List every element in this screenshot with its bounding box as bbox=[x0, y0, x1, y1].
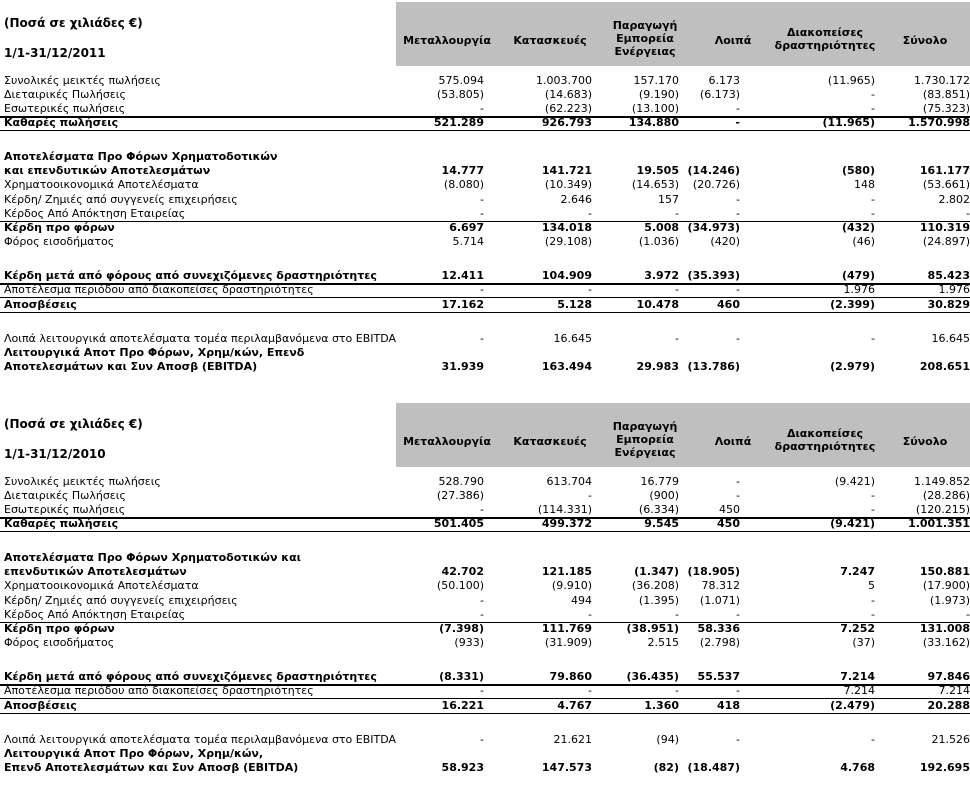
row-divider bbox=[0, 283, 970, 285]
table-row bbox=[0, 733, 970, 747]
value-metallurgy: - bbox=[480, 102, 484, 115]
value-construction: (31.909) bbox=[544, 636, 592, 649]
table-header bbox=[0, 403, 970, 467]
value-discontinued: (37) bbox=[852, 636, 875, 649]
value-total: 1.570.998 bbox=[908, 116, 970, 129]
value-metallurgy: (27.386) bbox=[436, 489, 484, 502]
row-label: Χρηματοοικονομικά Αποτελέσματα bbox=[4, 178, 199, 191]
col-header-discontinued-line2: δραστηριότητες bbox=[774, 440, 876, 453]
row-label: Καθαρές πωλήσεις bbox=[4, 116, 119, 129]
value-discontinued: (9.421) bbox=[834, 475, 875, 488]
value-construction: - bbox=[588, 489, 592, 502]
value-construction: (29.108) bbox=[544, 235, 592, 248]
table-row bbox=[0, 636, 970, 650]
value-discontinued: (580) bbox=[841, 164, 875, 177]
value-total: (24.897) bbox=[922, 235, 970, 248]
period-label: 1/1-31/12/2010 bbox=[4, 447, 106, 461]
row-divider bbox=[0, 684, 970, 686]
row-label: Επενδ Αποτελεσμάτων και Συν Αποσβ (EBITDA) bbox=[4, 761, 299, 774]
col-header-total: Σύνολο bbox=[902, 435, 948, 448]
table-row bbox=[0, 74, 970, 88]
value-construction: 21.621 bbox=[553, 733, 592, 746]
value-metallurgy: 575.094 bbox=[438, 74, 484, 87]
value-other: (2.798) bbox=[699, 636, 740, 649]
col-header-energy bbox=[600, 420, 690, 459]
value-total: (17.900) bbox=[922, 579, 970, 592]
row-label: Λοιπά λειτουργικά αποτελέσματα τομέα περιλαμβανόμενα στο EBITDA bbox=[4, 332, 397, 345]
value-other: - bbox=[736, 332, 740, 345]
value-other: (420) bbox=[710, 235, 740, 248]
value-discontinued: - bbox=[871, 88, 875, 101]
value-energy: - bbox=[675, 332, 679, 345]
value-total: (83.851) bbox=[922, 88, 970, 101]
value-metallurgy: (8.331) bbox=[439, 670, 484, 683]
value-energy: 19.505 bbox=[636, 164, 679, 177]
table-row bbox=[0, 164, 970, 178]
row-divider bbox=[0, 312, 970, 313]
value-energy: (9.190) bbox=[638, 88, 679, 101]
value-other: - bbox=[736, 489, 740, 502]
value-metallurgy: 5.714 bbox=[452, 235, 484, 248]
value-discontinued: (11.965) bbox=[827, 74, 875, 87]
value-total: 1.976 bbox=[938, 283, 970, 296]
row-divider bbox=[0, 531, 970, 532]
col-header-discontinued-line1: Διακοπείσες bbox=[786, 427, 864, 440]
value-construction: 4.767 bbox=[557, 699, 592, 712]
value-energy: 10.478 bbox=[636, 298, 679, 311]
value-discontinued: - bbox=[871, 594, 875, 607]
table-row bbox=[0, 608, 970, 622]
value-total: 192.695 bbox=[919, 761, 970, 774]
table-row bbox=[0, 684, 970, 698]
value-construction: 147.573 bbox=[541, 761, 592, 774]
value-discontinued: (9.421) bbox=[830, 517, 875, 530]
value-discontinued: 148 bbox=[854, 178, 875, 191]
table-row bbox=[0, 116, 970, 130]
value-discontinued: (11.965) bbox=[822, 116, 875, 129]
col-header-discontinued bbox=[770, 427, 880, 453]
col-header-other: Λοιπά bbox=[714, 34, 752, 47]
table-row bbox=[0, 747, 970, 761]
value-other: (18.487) bbox=[687, 761, 740, 774]
row-label: Αποτελέσματα Προ Φόρων Χρηματοδοτικών bbox=[4, 150, 278, 163]
value-energy: (38.951) bbox=[626, 622, 679, 635]
row-label: Κέρδος Από Απόκτηση Εταιρείας bbox=[4, 207, 186, 220]
value-construction: - bbox=[588, 684, 592, 697]
value-metallurgy: - bbox=[480, 283, 484, 296]
value-total: 1.730.172 bbox=[914, 74, 970, 87]
col-header-discontinued-line2: δραστηριότητες bbox=[774, 39, 876, 52]
row-label: Φόρος εισοδήματος bbox=[4, 636, 115, 649]
value-metallurgy: 528.790 bbox=[438, 475, 484, 488]
value-metallurgy: 501.405 bbox=[433, 517, 484, 530]
value-total: - bbox=[966, 608, 970, 621]
table-row bbox=[0, 360, 970, 374]
value-discontinued: (46) bbox=[852, 235, 875, 248]
value-construction: (114.331) bbox=[537, 503, 592, 516]
value-metallurgy: 31.939 bbox=[441, 360, 484, 373]
value-construction: 121.185 bbox=[541, 565, 592, 578]
value-other: 78.312 bbox=[701, 579, 740, 592]
row-label: Κέρδος Από Απόκτηση Εταιρείας bbox=[4, 608, 186, 621]
value-total: 1.001.351 bbox=[908, 517, 970, 530]
value-energy: - bbox=[675, 684, 679, 697]
value-construction: 1.003.700 bbox=[536, 74, 592, 87]
value-total: 30.829 bbox=[927, 298, 970, 311]
row-label: Αποτέλεσμα περιόδου από διακοπείσες δραστηριότητες bbox=[4, 684, 314, 697]
value-construction: - bbox=[588, 608, 592, 621]
value-other: - bbox=[736, 475, 740, 488]
value-total: 85.423 bbox=[927, 269, 970, 282]
value-energy: 157 bbox=[658, 193, 679, 206]
row-label: Καθαρές πωλήσεις bbox=[4, 517, 119, 530]
col-header-energy-line3: Ενέργειας bbox=[614, 45, 676, 58]
value-other: (13.786) bbox=[687, 360, 740, 373]
value-construction: 613.704 bbox=[546, 475, 592, 488]
value-construction: 79.860 bbox=[549, 670, 592, 683]
row-label: Λειτουργικά Αποτ Προ Φόρων, Χρημ/κών, Επενδ bbox=[4, 346, 305, 359]
value-energy: (14.653) bbox=[631, 178, 679, 191]
row-divider bbox=[0, 130, 970, 131]
value-construction: 5.128 bbox=[557, 298, 592, 311]
col-header-construction: Κατασκευές bbox=[513, 34, 587, 47]
value-total: 208.651 bbox=[919, 360, 970, 373]
value-discontinued: (479) bbox=[841, 269, 875, 282]
value-total: (33.162) bbox=[922, 636, 970, 649]
table-row bbox=[0, 298, 970, 312]
value-discontinued: - bbox=[871, 608, 875, 621]
value-metallurgy: - bbox=[480, 733, 484, 746]
table-row bbox=[0, 88, 970, 102]
unit-label: (Ποσά σε χιλιάδες €) bbox=[4, 16, 143, 30]
value-energy: 16.779 bbox=[640, 475, 679, 488]
value-energy: (36.435) bbox=[626, 670, 679, 683]
value-other: - bbox=[736, 207, 740, 220]
value-discontinued: - bbox=[871, 332, 875, 345]
value-metallurgy: - bbox=[480, 594, 484, 607]
value-other: - bbox=[736, 733, 740, 746]
col-header-metallurgy: Μεταλλουργία bbox=[403, 34, 491, 47]
value-construction: 163.494 bbox=[541, 360, 592, 373]
value-energy: (94) bbox=[656, 733, 679, 746]
value-metallurgy: - bbox=[480, 503, 484, 516]
value-metallurgy: - bbox=[480, 332, 484, 345]
value-discontinued: 7.214 bbox=[843, 684, 875, 697]
value-metallurgy: 58.923 bbox=[441, 761, 484, 774]
value-total: (120.215) bbox=[915, 503, 970, 516]
value-discontinued: (432) bbox=[841, 221, 875, 234]
value-other: (34.973) bbox=[687, 221, 740, 234]
value-energy: - bbox=[675, 283, 679, 296]
value-construction: 104.909 bbox=[541, 269, 592, 282]
row-label: Κέρδη/ Ζημιές από συγγενείς επιχειρήσεις bbox=[4, 594, 238, 607]
value-total: 97.846 bbox=[927, 670, 970, 683]
value-total: (75.323) bbox=[922, 102, 970, 115]
table-row bbox=[0, 178, 970, 192]
value-discontinued: (2.479) bbox=[830, 699, 875, 712]
value-construction: (14.683) bbox=[544, 88, 592, 101]
row-label: Αποτέλεσμα περιόδου από διακοπείσες δραστηριότητες bbox=[4, 283, 314, 296]
table-row bbox=[0, 699, 970, 713]
row-label: Συνολικές μεικτές πωλήσεις bbox=[4, 475, 161, 488]
value-construction: 2.646 bbox=[560, 193, 592, 206]
period-label: 1/1-31/12/2011 bbox=[4, 46, 106, 60]
unit-label: (Ποσά σε χιλιάδες €) bbox=[4, 417, 143, 431]
value-metallurgy: (53.805) bbox=[436, 88, 484, 101]
value-discontinued: 7.247 bbox=[840, 565, 875, 578]
row-divider bbox=[0, 297, 970, 298]
col-header-energy bbox=[600, 19, 690, 58]
row-divider bbox=[0, 713, 970, 714]
col-header-energy-line2: Εμπορεία bbox=[616, 433, 674, 446]
value-energy: (36.208) bbox=[631, 579, 679, 592]
row-label: Κέρδη/ Ζημιές από συγγενείς επιχειρήσεις bbox=[4, 193, 238, 206]
value-other: 418 bbox=[717, 699, 740, 712]
value-other: - bbox=[736, 193, 740, 206]
value-other: (35.393) bbox=[687, 269, 740, 282]
value-total: 110.319 bbox=[919, 221, 970, 234]
value-discontinued: - bbox=[871, 193, 875, 206]
col-header-metallurgy: Μεταλλουργία bbox=[403, 435, 491, 448]
value-energy: 3.972 bbox=[644, 269, 679, 282]
value-construction: 494 bbox=[571, 594, 592, 607]
row-label: Αποτελέσματα Προ Φόρων Χρηματοδοτικών και bbox=[4, 551, 301, 564]
value-metallurgy: 14.777 bbox=[441, 164, 484, 177]
table-row bbox=[0, 503, 970, 517]
value-energy: 29.983 bbox=[636, 360, 679, 373]
table-row bbox=[0, 150, 970, 164]
table-row bbox=[0, 551, 970, 565]
value-discontinued: 1.976 bbox=[843, 283, 875, 296]
value-discontinued: 7.214 bbox=[840, 670, 875, 683]
value-other: 55.537 bbox=[697, 670, 740, 683]
table-row bbox=[0, 102, 970, 116]
row-divider bbox=[0, 517, 970, 519]
table-row bbox=[0, 761, 970, 775]
value-construction: 141.721 bbox=[541, 164, 592, 177]
value-construction: 16.645 bbox=[553, 332, 592, 345]
value-construction: (9.910) bbox=[551, 579, 592, 592]
value-construction: - bbox=[588, 207, 592, 220]
value-energy: 134.880 bbox=[628, 116, 679, 129]
value-total: (1.973) bbox=[929, 594, 970, 607]
value-metallurgy: (933) bbox=[454, 636, 484, 649]
value-metallurgy: 521.289 bbox=[433, 116, 484, 129]
table-row bbox=[0, 565, 970, 579]
value-total: (53.661) bbox=[922, 178, 970, 191]
value-metallurgy: (8.080) bbox=[443, 178, 484, 191]
value-energy: (900) bbox=[649, 489, 679, 502]
value-discontinued: 4.768 bbox=[840, 761, 875, 774]
col-header-discontinued bbox=[770, 26, 880, 52]
value-metallurgy: (7.398) bbox=[439, 622, 484, 635]
table-row bbox=[0, 517, 970, 531]
col-header-energy-line1: Παραγωγή bbox=[612, 19, 678, 32]
value-metallurgy: - bbox=[480, 608, 484, 621]
col-header-energy-line1: Παραγωγή bbox=[612, 420, 678, 433]
value-metallurgy: 12.411 bbox=[441, 269, 484, 282]
value-energy: - bbox=[675, 207, 679, 220]
table-row bbox=[0, 221, 970, 235]
value-other: 450 bbox=[719, 503, 740, 516]
value-total: 150.881 bbox=[919, 565, 970, 578]
row-label: Εσωτερικές πωλήσεις bbox=[4, 102, 126, 115]
row-divider bbox=[0, 622, 970, 623]
table-row bbox=[0, 207, 970, 221]
value-metallurgy: (50.100) bbox=[436, 579, 484, 592]
value-discontinued: - bbox=[871, 102, 875, 115]
value-other: 58.336 bbox=[697, 622, 740, 635]
value-energy: 1.360 bbox=[644, 699, 679, 712]
row-label: Χρηματοοικονομικά Αποτελέσματα bbox=[4, 579, 199, 592]
value-construction: (10.349) bbox=[544, 178, 592, 191]
value-other: - bbox=[736, 102, 740, 115]
table-row bbox=[0, 332, 970, 346]
value-total: - bbox=[966, 207, 970, 220]
table-row bbox=[0, 346, 970, 360]
value-discontinued: (2.399) bbox=[830, 298, 875, 311]
value-energy: 157.170 bbox=[633, 74, 679, 87]
value-total: 131.008 bbox=[919, 622, 970, 635]
row-label: επενδυτικών Αποτελεσμάτων bbox=[4, 565, 187, 578]
row-label: Διεταιρικές Πωλήσεις bbox=[4, 489, 126, 502]
value-metallurgy: 42.702 bbox=[441, 565, 484, 578]
value-discontinued: - bbox=[871, 503, 875, 516]
value-energy: (1.347) bbox=[634, 565, 679, 578]
value-discontinued: (2.979) bbox=[830, 360, 875, 373]
value-other: 460 bbox=[717, 298, 740, 311]
row-label: Διεταιρικές Πωλήσεις bbox=[4, 88, 126, 101]
value-other: (1.071) bbox=[699, 594, 740, 607]
value-total: 161.177 bbox=[919, 164, 970, 177]
value-total: (28.286) bbox=[922, 489, 970, 502]
row-divider bbox=[0, 221, 970, 222]
table-row bbox=[0, 670, 970, 684]
value-construction: 111.769 bbox=[541, 622, 592, 635]
row-label: Εσωτερικές πωλήσεις bbox=[4, 503, 126, 516]
row-label: και επενδυτικών Αποτελεσμάτων bbox=[4, 164, 211, 177]
value-construction: 134.018 bbox=[541, 221, 592, 234]
value-discontinued: 5 bbox=[868, 579, 875, 592]
value-energy: (6.334) bbox=[638, 503, 679, 516]
col-header-energy-line2: Εμπορεία bbox=[616, 32, 674, 45]
table-row bbox=[0, 594, 970, 608]
col-header-other: Λοιπά bbox=[714, 435, 752, 448]
value-total: 1.149.852 bbox=[914, 475, 970, 488]
value-energy: (1.036) bbox=[638, 235, 679, 248]
value-construction: - bbox=[588, 283, 592, 296]
value-metallurgy: - bbox=[480, 193, 484, 206]
value-construction: 926.793 bbox=[541, 116, 592, 129]
table-row bbox=[0, 622, 970, 636]
value-energy: (13.100) bbox=[631, 102, 679, 115]
value-metallurgy: 17.162 bbox=[441, 298, 484, 311]
value-energy: 2.515 bbox=[647, 636, 679, 649]
value-construction: 499.372 bbox=[541, 517, 592, 530]
value-energy: (82) bbox=[653, 761, 679, 774]
row-label: Αποσβέσεις bbox=[4, 699, 77, 712]
table-row bbox=[0, 193, 970, 207]
value-energy: 5.008 bbox=[644, 221, 679, 234]
value-other: 6.173 bbox=[708, 74, 740, 87]
table-row bbox=[0, 475, 970, 489]
value-other: 450 bbox=[717, 517, 740, 530]
value-metallurgy: - bbox=[480, 207, 484, 220]
row-label: Λειτουργικά Αποτ Προ Φόρων, Χρημ/κών, bbox=[4, 747, 264, 760]
value-discontinued: - bbox=[871, 733, 875, 746]
value-energy: - bbox=[675, 608, 679, 621]
table-row bbox=[0, 283, 970, 297]
value-other: - bbox=[736, 608, 740, 621]
value-other: - bbox=[736, 684, 740, 697]
row-label: Φόρος εισοδήματος bbox=[4, 235, 115, 248]
row-label: Κέρδη προ φόρων bbox=[4, 622, 115, 635]
value-total: 2.802 bbox=[938, 193, 970, 206]
row-label: Κέρδη προ φόρων bbox=[4, 221, 115, 234]
value-total: 16.645 bbox=[931, 332, 970, 345]
row-divider bbox=[0, 116, 970, 118]
col-header-total: Σύνολο bbox=[902, 34, 948, 47]
row-label: Αποτελεσμάτων και Συν Αποσβ (EBITDA) bbox=[4, 360, 258, 373]
value-discontinued: - bbox=[871, 489, 875, 502]
table-row bbox=[0, 269, 970, 283]
row-label: Κέρδη μετά από φόρους από συνεχιζόμενες δραστηριότητες bbox=[4, 269, 377, 282]
value-metallurgy: - bbox=[480, 684, 484, 697]
value-discontinued: 7.252 bbox=[840, 622, 875, 635]
value-other: (6.173) bbox=[699, 88, 740, 101]
table-row bbox=[0, 235, 970, 249]
value-other: - bbox=[735, 116, 740, 129]
value-other: - bbox=[736, 283, 740, 296]
value-other: (14.246) bbox=[687, 164, 740, 177]
row-label: Κέρδη μετά από φόρους από συνεχιζόμενες δραστηριότητες bbox=[4, 670, 377, 683]
value-energy: (1.395) bbox=[638, 594, 679, 607]
row-label: Συνολικές μεικτές πωλήσεις bbox=[4, 74, 161, 87]
value-total: 21.526 bbox=[931, 733, 970, 746]
value-other: (20.726) bbox=[692, 178, 740, 191]
col-header-energy-line3: Ενέργειας bbox=[614, 446, 676, 459]
table-row bbox=[0, 489, 970, 503]
value-discontinued: - bbox=[871, 207, 875, 220]
row-label: Λοιπά λειτουργικά αποτελέσματα τομέα περιλαμβανόμενα στο EBITDA bbox=[4, 733, 397, 746]
table-header bbox=[0, 2, 970, 66]
value-other: (18.905) bbox=[687, 565, 740, 578]
row-divider bbox=[0, 698, 970, 699]
value-construction: (62.223) bbox=[544, 102, 592, 115]
value-energy: 9.545 bbox=[644, 517, 679, 530]
table-row bbox=[0, 579, 970, 593]
value-total: 7.214 bbox=[938, 684, 970, 697]
col-header-discontinued-line1: Διακοπείσες bbox=[786, 26, 864, 39]
value-metallurgy: 6.697 bbox=[449, 221, 484, 234]
value-total: 20.288 bbox=[927, 699, 970, 712]
value-metallurgy: 16.221 bbox=[441, 699, 484, 712]
row-label: Αποσβέσεις bbox=[4, 298, 77, 311]
col-header-construction: Κατασκευές bbox=[513, 435, 587, 448]
